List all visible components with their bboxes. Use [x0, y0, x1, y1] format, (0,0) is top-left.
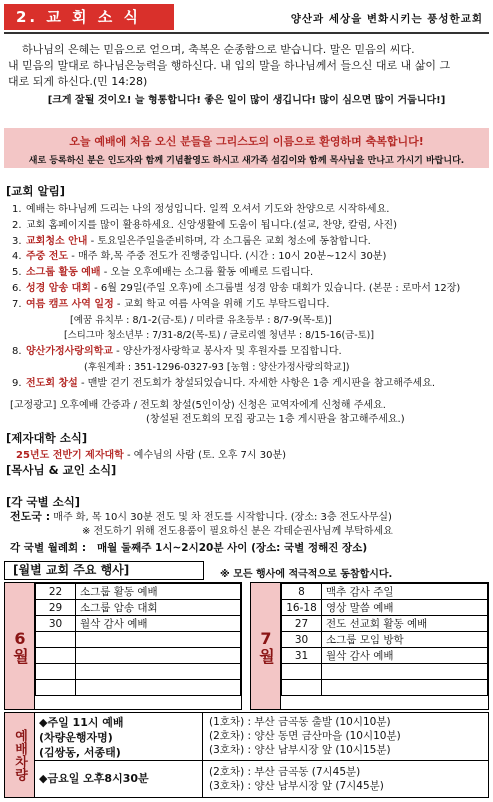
notice-item: 2. 교회 홈페이지를 많이 활용하세요. 신앙생활에 도움이 됩니다.(설교, 찬양, 칼럼, 사진): [12, 219, 398, 231]
month-label: 6월: [5, 583, 35, 709]
bus-routes: [209, 715, 401, 757]
bus-route: (3호차) : 양산 남부시장 앞 (7시45분): [209, 780, 384, 792]
table-row: 31 월삭 감사 예배: [282, 648, 488, 664]
bus-routes: [209, 765, 384, 793]
worship-bus-schedule: [4, 712, 489, 798]
table-row: 22 소그룹 활동 예배: [36, 584, 241, 600]
notices-title: [교회 알림]: [6, 184, 65, 198]
june-calendar: [4, 582, 242, 710]
table-row: [36, 664, 241, 680]
table-row: 30 월삭 감사 예배: [36, 616, 241, 632]
notice-item: 7. 여름 캠프 사역 일정 - 교회 학교 여름 사역을 위해 기도 부탁드립니다.: [12, 298, 330, 310]
fixed-ad: [10, 399, 487, 427]
camp-schedule-line: [예꿈 유치부 : 8/1-2(금-토) / 미라클 유초등부 : 8/7-9(목-토)]: [70, 314, 332, 326]
domestic-title: [각 국별 소식]: [6, 495, 81, 509]
july-calendar: [250, 582, 489, 710]
domestic-note: ※ 전도하기 위해 전도용품이 필요하신 분은 각테순권사님께 부탁하세요: [82, 526, 393, 537]
school-account: (후원계좌 : 351-1296-0327-93 [농협 : 양산가정사랑의학교]): [84, 361, 350, 373]
verse-block: [8, 42, 485, 109]
camp-schedule-line: [스티그마 청소년부 : 7/31-8/2(목-토) / 글로리엘 청년부 : 8/15-16(금-토)]: [64, 330, 374, 342]
welcome-banner: [4, 128, 489, 168]
domestic-label: 전도국 :: [10, 510, 51, 523]
table-row: 16-18 영상 말씀 예배: [282, 600, 488, 616]
welcome-line: 오늘 예배에 처음 오신 분들을 그리스도의 이름으로 환영하며 축복합니다!: [69, 135, 424, 148]
notice-item: 1. 예배는 하나님께 드리는 나의 정성입니다. 일찍 오셔서 기도와 찬양으로 시작하세요.: [12, 204, 390, 215]
table-row: [36, 680, 241, 696]
church-slogan: 양산과 세상을 변화시키는 풍성한교회: [290, 13, 483, 25]
events-note: ※ 모든 행사에 적극적으로 동참합시다.: [220, 569, 393, 580]
sunday-bus-row: [35, 713, 488, 761]
seminary-term: 25년도 전반기 제자대학: [16, 450, 124, 461]
notice-item: 4. 주중 전도 - 매주 화,목 주중 전도가 진행중입니다. (시간 : 10시 20분~12시 30분): [12, 251, 387, 263]
domestic-news: 전도국 : 매주 화, 목 10시 30분 전도 및 차 전도를 시작합니다. (장소: 3층 전도사무실) ※ 전도하기 위해 전도용품이 필요하신 분은 각테순권사님께 부탁하세요: [10, 510, 487, 539]
notice-item: 6. 성경 암송 대회 - 6월 29일(주일 오후)에 소그룹별 성경 암송 대회가 있습니다. (본문 : 로마서 12장): [12, 282, 461, 294]
bus-route: (2호차) : 부산 금곡동 (7시45분): [209, 766, 361, 778]
bus-route: (3호차) : 양산 남부시장 앞 (10시15분): [209, 744, 391, 756]
friday-bus-row: [35, 761, 488, 797]
bus-route: (1호차) : 부산 금곡동 출발 (10시10분): [209, 716, 391, 728]
month-label: 7월: [251, 583, 281, 709]
bus-label: 예배차량: [5, 713, 35, 797]
bus-service: ◆주일 11시 예배 (차량운행자명) (김쌍동, 서종태): [35, 713, 203, 760]
bus-route: (2호차) : 양산 동면 금산마을 (10시10분): [209, 730, 401, 742]
events-title: [월별 교회 주요 행사]: [4, 561, 204, 580]
table-row: [36, 632, 241, 648]
verse-emphasis: [크게 잘될 것이오! 늘 형통합니다! 좋은 일이 많이 생깁니다! 많이 심으면 많이 거둡니다!]: [47, 95, 446, 106]
notice-item: 8. 양산가정사랑의학교 - 양산가정사랑학교 봉사자 및 후원자를 모집합니다.: [12, 346, 342, 358]
welcome-line: 새로 등록하신 분은 인도자와 함께 기념촬영도 하시고 새가족 섬김이와 함께 목사님을 만나고 가시기 바랍니다.: [28, 156, 465, 166]
monthly-meeting: 각 국별 월례회 : 매월 둘째주 1시~2시20분 사이 (장소: 국별 정해진 장소): [10, 542, 368, 554]
seminary-title: [제자대학 소식]: [6, 431, 88, 445]
bus-service: ◆금요일 오후8시30분: [35, 761, 203, 797]
june-events-table: [35, 583, 241, 696]
verse-line: 내 믿음의 말대로 하나님은능력을 행하신다. 내 입의 말을 하나님께서 들으신 대로 내 삶이 그: [8, 59, 451, 72]
verse-line: 대로 되게 하신다.(민 14:28): [8, 75, 148, 88]
pastor-news-title: [목사님 & 교인 소식]: [6, 463, 117, 477]
july-events-table: [281, 583, 488, 696]
table-row: 29 소그룹 암송 대회: [36, 600, 241, 616]
table-row: 8 맥추 감사 주일: [282, 584, 488, 600]
notice-item: 9. 전도회 창설 - 맨발 걷기 전도회가 창설되었습니다. 자세한 사항은 1층 게시판을 참고해주세요.: [12, 377, 436, 389]
table-row: [36, 648, 241, 664]
notice-item: 3. 교회청소 안내 - 토요일은주일을준비하며, 각 소그룹은 교회 청소에 동참합니다.: [12, 235, 371, 247]
seminary-line: 25년도 전반기 제자대학 - 예수님의 사람 (토. 오후 7시 30분): [16, 450, 287, 461]
table-row: [282, 664, 488, 680]
fixed-ad-line: (창설된 전도회의 모집 광고는 1층 게시판을 참고해주세요.): [146, 414, 405, 425]
notice-list: [12, 202, 487, 392]
table-row: 27 전도 선교회 활동 예배: [282, 616, 488, 632]
table-row: [282, 680, 488, 696]
verse-line: 하나님의 은혜는 믿음으로 얻으며, 축복은 순종함으로 받습니다. 말은 믿음의 씨다.: [22, 43, 415, 56]
table-row: 30 소그룹 모임 방학: [282, 632, 488, 648]
section-title: 2. 교 회 소 식: [4, 4, 174, 30]
fixed-ad-line: [고정광고] 오후예배 간증과 / 전도회 창설(5인이상) 신청은 교역자에게 신청해 주세요.: [10, 400, 386, 411]
notice-item: 5. 소그룹 활동 예배 - 오늘 오후예배는 소그룹 활동 예배로 드립니다.: [12, 267, 314, 279]
section-header: [4, 4, 489, 34]
